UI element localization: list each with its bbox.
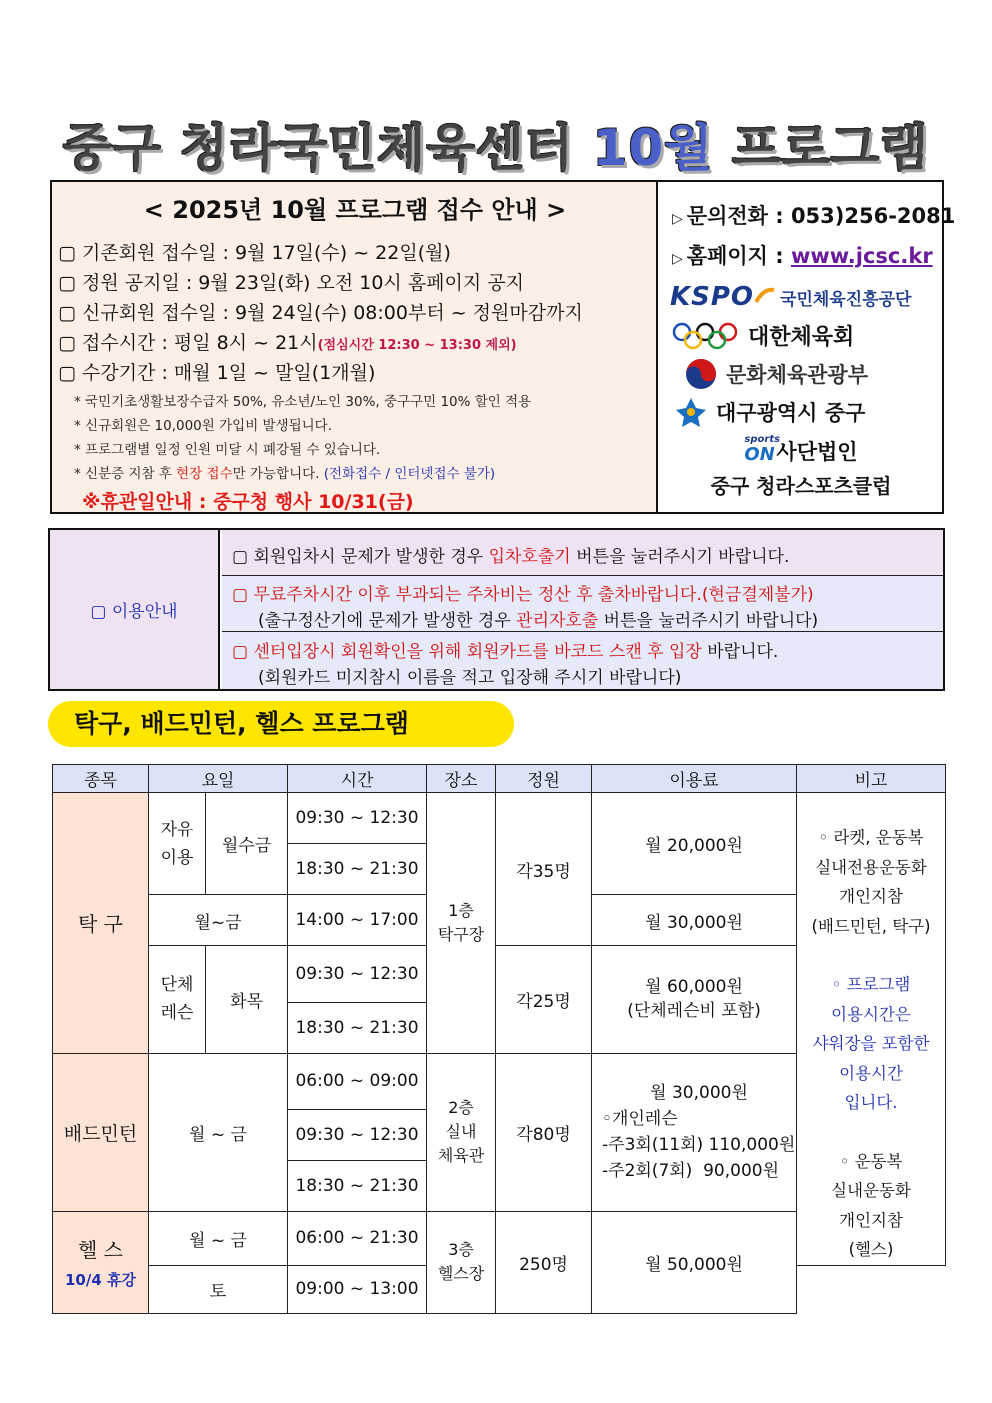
place-2f: 2층 실내 체육관 — [427, 1053, 496, 1212]
kspo-mark: KSPO — [670, 282, 755, 312]
days-tue-thu: 화목 — [206, 946, 288, 1054]
usage-row-parking-sub — [222, 606, 943, 631]
daegu-junggu-name: 대구광역시 중구 — [716, 401, 866, 425]
notice-line: ▢ 정원 공지일 : 9월 23일(화) 오전 10시 홈페이지 공지 — [58, 272, 524, 294]
usage-guide — [48, 528, 945, 691]
homepage-link[interactable]: www.jcsc.kr — [790, 244, 933, 268]
notice-note: * 국민기초생활보장수급자 50%, 유소년/노인 30%, 중구구민 10% 할인 적용 — [74, 394, 532, 410]
sports-on-mark: ON — [744, 444, 775, 465]
contact-panel — [660, 182, 956, 512]
free-use-label: 자유 이용 — [149, 793, 206, 895]
kspo-logo — [670, 280, 934, 314]
daegu-junggu-logo — [670, 394, 934, 430]
club-logo-line — [660, 436, 942, 466]
days-badminton: 월 ~ 금 — [149, 1053, 288, 1212]
page-title — [0, 108, 992, 180]
fee-cell: 월 30,000원 — [592, 895, 797, 946]
parking-fee-text: ▢ 무료주차시간 이후 부과되는 주차비는 정산 후 출차바랍니다.(현금결제불가) — [232, 585, 814, 605]
days-mon-fri: 월~금 — [149, 895, 288, 946]
days-health-sat: 토 — [149, 1265, 288, 1313]
usage-text: ▢ 회원입차시 문제가 발생한 경우 — [232, 547, 489, 567]
notice-line-hours — [58, 328, 517, 355]
sports-on-icon — [744, 434, 781, 465]
id-note-b: 현장 접수 — [176, 466, 233, 482]
phone-text: 문의전화 : 053)256-2081 — [686, 204, 956, 228]
capacity-250: 250명 — [496, 1212, 592, 1314]
id-note-a: * 신분증 지참 후 — [74, 466, 177, 482]
usage-text: 버튼을 눌러주시기 바랍니다. — [570, 547, 790, 567]
kspo-swoosh-icon — [754, 286, 776, 308]
time-cell: 18:30 ~ 21:30 — [288, 1002, 427, 1053]
time-cell: 06:00 ~ 21:30 — [288, 1212, 427, 1266]
usage-text: 바랍니다. — [701, 642, 779, 662]
usage-text: (출구정산기에 문제가 발생한 경우 — [258, 611, 517, 631]
remarks-cell — [797, 793, 946, 1266]
registration-notice — [50, 180, 956, 514]
usage-row-card-sub: (회원카드 미지참시 이름을 적고 입장해 주시기 바랍니다) — [258, 668, 682, 688]
triangle-right-icon: ▷ — [672, 211, 683, 227]
days-mwf: 월수금 — [206, 793, 288, 895]
phone-line — [672, 200, 955, 230]
header-days: 요일 — [149, 765, 288, 793]
member-card-text: ▢ 센터입장시 회원확인을 위해 회원카드를 바코드 스캔 후 입장 — [232, 642, 702, 662]
usage-row-entry-call — [222, 542, 943, 567]
header-capacity: 정원 — [496, 765, 592, 793]
notice-note-id — [74, 462, 495, 482]
time-cell: 06:00 ~ 09:00 — [288, 1053, 427, 1110]
usage-label: ▢ 이용안내 — [50, 530, 220, 689]
notice-note: * 프로그램별 일정 인원 미달 시 폐강될 수 있습니다. — [74, 442, 381, 458]
program-table — [52, 764, 946, 1314]
health-label: 헬 스 — [78, 1238, 123, 1263]
time-cell: 18:30 ~ 21:30 — [288, 844, 427, 895]
header-fee: 이용료 — [592, 765, 797, 793]
section-title: 탁구, 배드민턴, 헬스 프로그램 — [48, 701, 514, 747]
club-name: 중구 청라스포츠클럽 — [710, 474, 892, 498]
taegeuk-icon — [684, 357, 718, 391]
fee-line: ◦개인레슨 — [602, 1109, 678, 1130]
header-place: 장소 — [427, 765, 496, 793]
group-lesson-label: 단체 레슨 — [149, 946, 206, 1054]
hours-text: ▢ 접수시간 : 평일 8시 ~ 21시 — [58, 332, 318, 354]
notice-line: ▢ 수강기간 : 매월 1일 ~ 말일(1개월) — [58, 362, 376, 384]
korea-sports-council-logo — [670, 318, 934, 352]
header-time: 시간 — [288, 765, 427, 793]
notice-note: * 신규회원은 10,000원 가입비 발생됩니다. — [74, 418, 333, 434]
time-cell: 09:00 ~ 13:00 — [288, 1265, 427, 1313]
health-closure-note: 10/4 휴강 — [65, 1271, 136, 1290]
fee-cell: 월 60,000원 (단체레슨비 포함) — [592, 946, 797, 1054]
capacity-25: 각25명 — [496, 946, 592, 1054]
sport-badminton: 배드민턴 — [53, 1053, 149, 1212]
fee-line: -주3회(11회) 110,000원 — [602, 1135, 796, 1156]
time-cell: 09:30 ~ 12:30 — [288, 793, 427, 844]
homepage-line — [672, 240, 933, 270]
sports-on-small: sports — [744, 434, 781, 445]
sport-health — [53, 1212, 149, 1314]
time-cell: 09:30 ~ 12:30 — [288, 1110, 427, 1161]
remark-health: ◦ 운동복 실내운동화 개인지참 (헬스) — [831, 1151, 911, 1259]
notice-line: ▢ 신규회원 접수일 : 9월 24일(수) 08:00부터 ~ 정원마감까지 — [58, 302, 583, 324]
kspo-name: 국민체육진흥공단 — [780, 289, 912, 310]
remark-time: ◦ 프로그램 이용시간은 샤워장을 포함한 이용시간 입니다. — [812, 975, 930, 1112]
lunch-note: (점심시간 12:30 ~ 13:30 제외) — [317, 338, 517, 353]
days-health-weekday: 월 ~ 금 — [149, 1212, 288, 1266]
fee-cell: 월 20,000원 — [592, 793, 797, 895]
sport-table-tennis: 탁 구 — [53, 793, 149, 1054]
homepage-label: 홈페이지 : — [686, 244, 791, 268]
id-note-c: 만 가능합니다. — [232, 466, 324, 482]
place-1f: 1층 탁구장 — [427, 793, 496, 1054]
title-part2: 프로그램 — [713, 119, 930, 177]
place-3f: 3층 헬스장 — [427, 1212, 496, 1314]
time-cell: 09:30 ~ 12:30 — [288, 946, 427, 1003]
time-cell: 14:00 ~ 17:00 — [288, 895, 427, 946]
mcst-name: 문화체육관광부 — [726, 363, 869, 387]
entry-call-highlight: 입차호출기 — [488, 547, 571, 567]
capacity-80: 각80명 — [496, 1053, 592, 1212]
title-month: 10월 — [592, 119, 714, 177]
notice-line: ▢ 기존회원 접수일 : 9월 17일(수) ~ 22일(월) — [58, 242, 451, 264]
table-row — [53, 793, 946, 844]
notice-heading: < 2025년 10월 프로그램 접수 안내 > — [143, 196, 567, 224]
usage-row-card — [222, 637, 943, 662]
capacity-35: 각35명 — [496, 793, 592, 946]
club-type: 사단법인 — [776, 440, 858, 464]
time-cell: 18:30 ~ 21:30 — [288, 1161, 427, 1212]
fee-health: 월 50,000원 — [592, 1212, 797, 1314]
mcst-logo — [670, 356, 934, 392]
fee-line: 월 30,000원 — [650, 1083, 748, 1104]
remark-equipment: ◦ 라켓, 운동복 실내전용운동화 개인지참 (배드민턴, 탁구) — [811, 828, 931, 936]
table-header-row — [53, 765, 946, 793]
daegu-emblem-icon — [674, 396, 708, 428]
usage-text: 버튼을 눌러주시기 바랍니다) — [598, 611, 819, 631]
fee-badminton — [592, 1053, 797, 1212]
olympic-rings-icon — [670, 320, 740, 350]
notice-left-panel — [52, 182, 658, 512]
usage-row-parking — [222, 580, 943, 605]
fee-line: -주2회(7회) 90,000원 — [602, 1161, 780, 1182]
admin-call-highlight: 관리자호출 — [516, 611, 599, 631]
korea-sports-council-name: 대한체육회 — [748, 324, 855, 350]
id-note-d: (전화접수 / 인터넷접수 불가) — [323, 466, 496, 482]
title-part1: 중구 청라국민체육센터 — [62, 119, 593, 177]
header-remarks: 비고 — [797, 765, 946, 793]
header-sport: 종목 — [53, 765, 149, 793]
triangle-right-icon: ▷ — [672, 251, 683, 267]
holiday-notice: ※휴관일안내 : 중구청 행사 10/31(금) — [82, 491, 414, 513]
